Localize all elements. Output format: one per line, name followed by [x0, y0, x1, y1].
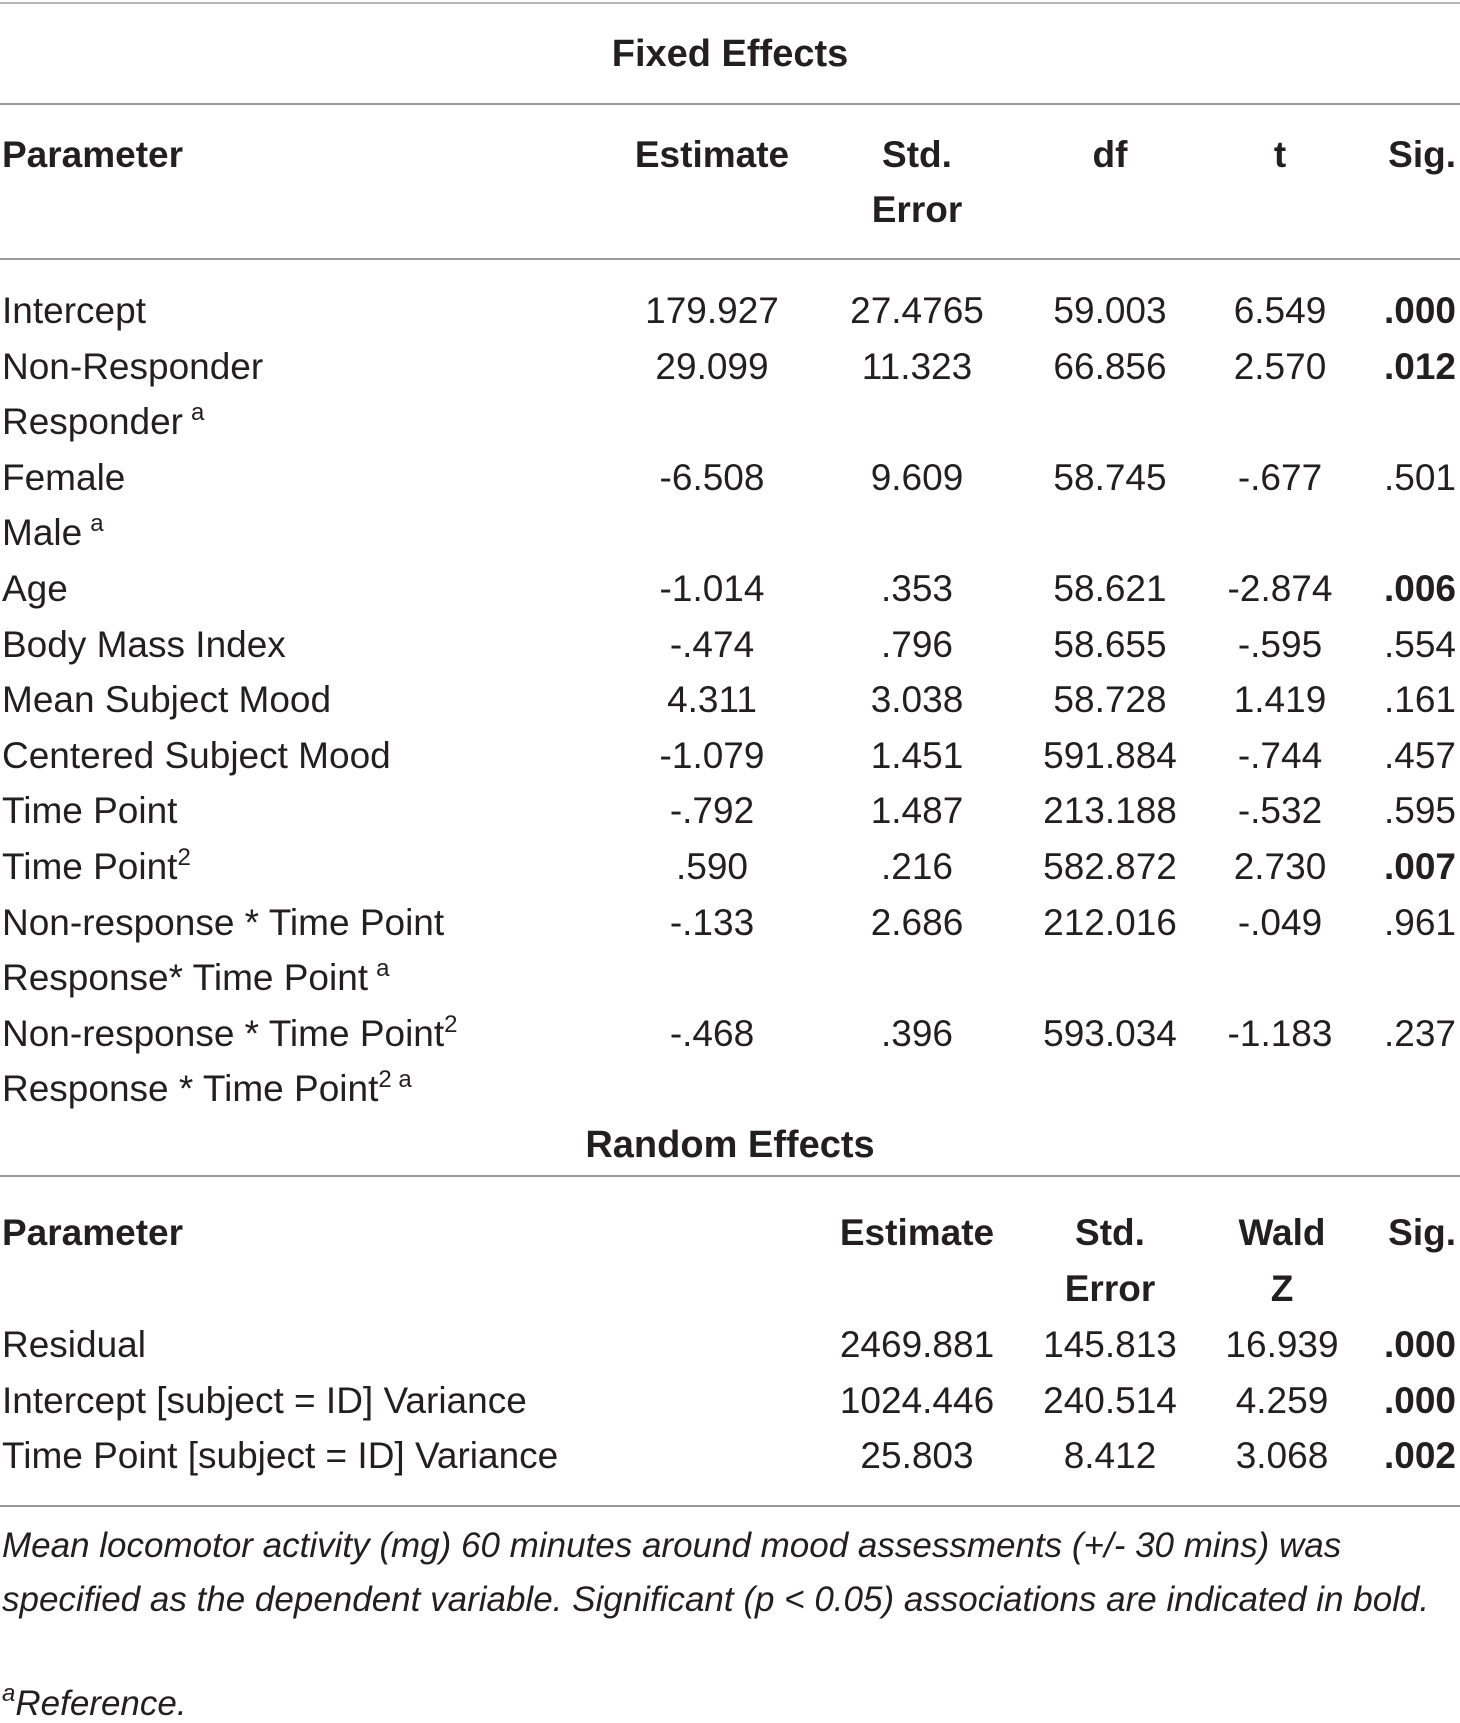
random-header-std-line2: Error: [1064, 1268, 1156, 1309]
parameter-label: Intercept: [2, 290, 146, 331]
wald-z-value: 3.068: [1235, 1435, 1329, 1476]
random-estimate-value: 25.803: [860, 1435, 974, 1476]
sig-value: .007: [1383, 846, 1456, 887]
fixed-header-df: df: [1092, 134, 1128, 175]
parameter-name: [2, 459, 125, 496]
wald-z-value: 4.259: [1235, 1380, 1329, 1421]
estimate-value: -6.508: [659, 457, 765, 498]
df-value: 582.872: [1043, 846, 1177, 887]
footnote: [2, 1680, 187, 1723]
sig-value: .012: [1383, 346, 1456, 387]
std-error-value: 27.4765: [850, 290, 984, 331]
fixed-header-rule: [0, 258, 1460, 260]
std-error-value: 3.038: [870, 679, 964, 720]
std-error-value: 9.609: [870, 457, 964, 498]
std-error-value: .216: [880, 846, 954, 887]
random-title-rule: [0, 1175, 1460, 1177]
parameter-label: Age: [2, 568, 68, 609]
random-header-wald-line2: Z: [1270, 1268, 1294, 1309]
t-value: -.744: [1237, 735, 1323, 776]
top-rule: [0, 2, 1460, 4]
sig-value: .457: [1383, 735, 1456, 776]
std-error-value: .353: [880, 568, 954, 609]
random-effects-title: Random Effects: [585, 1124, 875, 1166]
sig-value: .961: [1383, 902, 1456, 943]
std-error-value: 1.451: [870, 735, 964, 776]
parameter-label: Body Mass Index: [2, 624, 286, 665]
random-std-error-value: 8.412: [1063, 1435, 1157, 1476]
std-error-value: 1.487: [870, 790, 964, 831]
estimate-value: 4.311: [667, 679, 757, 720]
t-value: -1.183: [1227, 1013, 1333, 1054]
std-error-value: .396: [880, 1013, 954, 1054]
sig-value: .006: [1383, 568, 1456, 609]
parameter-name: [2, 681, 331, 718]
sig-value: .237: [1383, 1013, 1456, 1054]
fixed-header-sig: Sig.: [1388, 134, 1456, 175]
random-parameter-name: Residual: [2, 1324, 146, 1365]
parameter-label: Response* Time Point: [2, 957, 369, 998]
parameter-name: [2, 904, 444, 941]
parameter-label: Time Point: [2, 846, 178, 887]
estimate-value: -.474: [669, 624, 755, 665]
parameter-superscript: a: [90, 510, 104, 537]
t-value: -.677: [1237, 457, 1323, 498]
parameter-name: [2, 844, 191, 887]
parameter-name: [2, 1011, 458, 1054]
std-error-value: 11.323: [861, 346, 973, 387]
parameter-name: [2, 348, 263, 385]
parameter-superscript: a: [376, 955, 390, 982]
table-note: Mean locomotor activity (mg) 60 minutes around mood assessments (+/- 30 mins) was specified as the dependent variable. Significant (p < 0.05) associations are indicated in bold.: [2, 1526, 1430, 1619]
estimate-value: -.133: [669, 902, 755, 943]
random-parameter-name: Intercept [subject = ID] Variance: [2, 1380, 527, 1421]
sig-value: .501: [1383, 457, 1456, 498]
t-value: 2.730: [1233, 846, 1327, 887]
fixed-header-parameter: Parameter: [2, 134, 184, 175]
parameter-name: [2, 792, 177, 829]
t-value: 1.419: [1233, 679, 1327, 720]
t-value: -.595: [1237, 624, 1323, 665]
parameter-label: Non-response * Time Point: [2, 902, 445, 943]
footnote-text: Reference.: [15, 1684, 187, 1723]
std-error-value: .796: [880, 624, 954, 665]
t-value: 6.549: [1233, 290, 1327, 331]
parameter-name: [2, 292, 146, 329]
estimate-value: -1.079: [659, 735, 765, 776]
df-value: 591.884: [1043, 735, 1177, 776]
parameter-label: Non-Responder: [2, 346, 264, 387]
random-header-std-line1: Std.: [1075, 1212, 1145, 1253]
random-std-error-value: 145.813: [1043, 1324, 1177, 1365]
parameter-label: Male: [2, 512, 83, 553]
fixed-header-estimate: Estimate: [634, 134, 790, 175]
parameter-superscript: 2: [444, 1011, 458, 1038]
df-value: 59.003: [1053, 290, 1167, 331]
parameter-superscript: 2: [177, 844, 191, 871]
parameter-label: Non-response * Time Point: [2, 1013, 445, 1054]
random-sig-value: .002: [1383, 1435, 1456, 1476]
estimate-value: -.792: [669, 790, 755, 831]
df-value: 213.188: [1043, 790, 1177, 831]
parameter-name: [2, 570, 68, 607]
parameter-name: [2, 1066, 412, 1109]
random-header-estimate: Estimate: [839, 1212, 995, 1253]
df-value: 212.016: [1043, 902, 1177, 943]
random-std-error-value: 240.514: [1043, 1380, 1177, 1421]
df-value: 593.034: [1043, 1013, 1177, 1054]
std-error-value: 2.686: [870, 902, 964, 943]
wald-z-value: 16.939: [1225, 1324, 1339, 1365]
estimate-value: -1.014: [659, 568, 765, 609]
fixed-effects-title: Fixed Effects: [611, 33, 849, 75]
t-value: -.049: [1237, 902, 1323, 943]
parameter-label: Centered Subject Mood: [2, 735, 391, 776]
t-value: -.532: [1237, 790, 1323, 831]
parameter-label: Female: [2, 457, 126, 498]
parameter-name: [2, 510, 104, 553]
parameter-superscript: 2 a: [378, 1066, 412, 1093]
fixed-header-t: t: [1273, 134, 1287, 175]
df-value: 58.745: [1053, 457, 1167, 498]
random-estimate-value: 2469.881: [839, 1324, 995, 1365]
sig-value: .554: [1383, 624, 1456, 665]
fixed-header-std-line2: Error: [871, 189, 963, 230]
random-parameter-name: Time Point [subject = ID] Variance: [2, 1435, 559, 1476]
sig-value: .595: [1383, 790, 1456, 831]
estimate-value: .590: [675, 846, 749, 887]
parameter-name: [2, 399, 205, 442]
random-header-parameter: Parameter: [2, 1212, 184, 1253]
random-estimate-value: 1024.446: [839, 1380, 995, 1421]
parameter-label: Response * Time Point: [2, 1068, 379, 1109]
estimate-value: 179.927: [645, 290, 779, 331]
parameter-superscript: a: [191, 399, 205, 426]
df-value: 66.856: [1053, 346, 1167, 387]
random-header-sig: Sig.: [1388, 1212, 1456, 1253]
estimate-value: -.468: [669, 1013, 755, 1054]
random-sig-value: .000: [1383, 1324, 1456, 1365]
sig-value: .000: [1383, 290, 1456, 331]
parameter-label: Time Point: [2, 790, 178, 831]
t-value: 2.570: [1233, 346, 1327, 387]
t-value: -2.874: [1227, 568, 1333, 609]
fixed-header-std-line1: Std.: [882, 134, 952, 175]
estimate-value: 29.099: [655, 346, 769, 387]
parameter-label: Mean Subject Mood: [2, 679, 332, 720]
random-sig-value: .000: [1383, 1380, 1456, 1421]
parameter-name: [2, 955, 390, 998]
df-value: 58.621: [1053, 568, 1167, 609]
parameter-name: [2, 737, 391, 774]
random-header-wald-line1: Wald: [1238, 1212, 1326, 1253]
fixed-title-rule: [0, 103, 1460, 105]
footnote-mark: a: [2, 1680, 16, 1707]
df-value: 58.728: [1053, 679, 1167, 720]
parameter-name: [2, 626, 286, 663]
df-value: 58.655: [1053, 624, 1167, 665]
parameter-label: Responder: [2, 401, 184, 442]
bottom-rule: [0, 1505, 1460, 1507]
sig-value: .161: [1383, 679, 1456, 720]
